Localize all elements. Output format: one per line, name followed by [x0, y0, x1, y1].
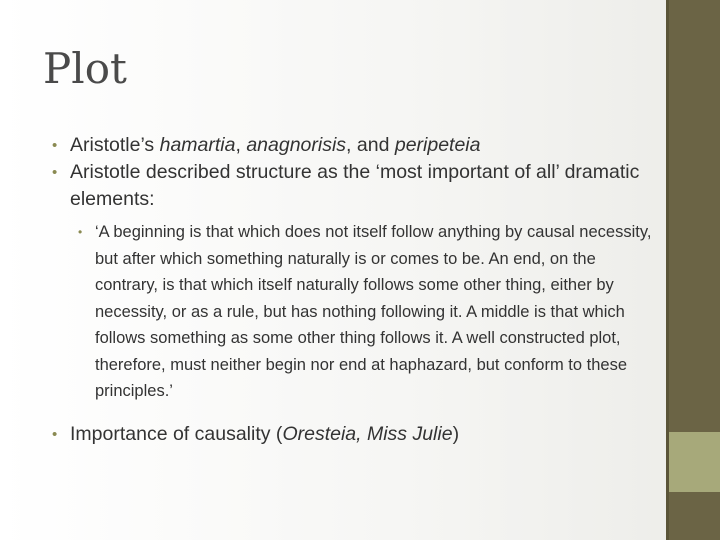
- bullet-text-sep1: ,: [235, 134, 247, 156]
- bullet-item-aristotle-terms: [50, 132, 650, 159]
- bullet-text-pre: Aristotle’s: [70, 134, 160, 156]
- slide-content: [50, 132, 650, 448]
- bullet-dot-icon: •: [52, 425, 58, 443]
- bullet-dot-icon: •: [52, 137, 58, 154]
- bullet-text: Aristotle described structure as the ‘most important of all’ dramatic elements:: [70, 161, 640, 210]
- slide-title: Plot: [43, 44, 127, 93]
- bullet-item-structure: [50, 159, 650, 213]
- quote-text: ‘A beginning is that which does not itself follow anything by causal necessity, but after which something naturally is or comes to be. An end, on the contrary, is that which itself naturally follows some other thing, either by necessity, or as a rule, but has nothing following it. A middle is that which follows something as some other thing follows it. A well constructed plot, therefore, must neither begin nor end at haphazard, but conform to these principles.’: [95, 223, 652, 400]
- bullet-text-sep2: , and: [346, 134, 395, 156]
- bullet-text-pre: Importance of causality (: [70, 422, 283, 445]
- term-hamartia: hamartia: [159, 134, 236, 156]
- bullet-text-post: ): [452, 422, 460, 445]
- bullet-dot-icon: •: [52, 164, 58, 181]
- sub-bullet-quote: [75, 219, 655, 405]
- term-anagnorisis: anagnorisis: [246, 134, 347, 156]
- term-peripeteia: peripeteia: [394, 134, 481, 156]
- bullet-item-causality: [50, 421, 650, 448]
- works-examples: Oresteia, Miss Julie: [282, 422, 453, 445]
- bullet-dot-icon: •: [78, 225, 83, 239]
- sidebar-accent-block: [669, 432, 720, 492]
